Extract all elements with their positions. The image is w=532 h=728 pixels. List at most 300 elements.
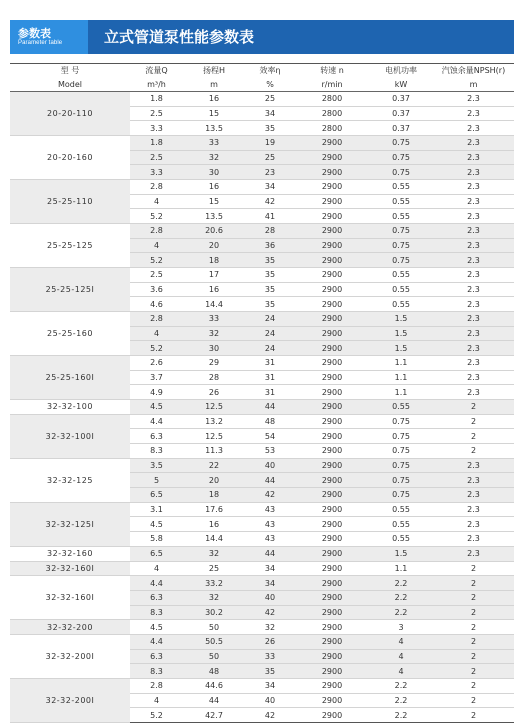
speed-cell: 2900	[295, 356, 369, 371]
head-cell: 18	[183, 488, 245, 503]
speed-cell: 2900	[295, 370, 369, 385]
efficiency-cell: 34	[245, 106, 295, 121]
speed-cell: 2900	[295, 326, 369, 341]
flow-cell: 1.8	[130, 92, 183, 107]
power-cell: 0.55	[369, 194, 433, 209]
col-efficiency-unit: %	[245, 78, 295, 92]
flow-cell: 2.5	[130, 268, 183, 283]
npsh-cell: 2.3	[433, 326, 514, 341]
npsh-cell: 2.3	[433, 502, 514, 517]
speed-cell: 2900	[295, 400, 369, 415]
npsh-cell: 2.3	[433, 224, 514, 239]
efficiency-cell: 44	[245, 400, 295, 415]
efficiency-cell: 35	[245, 664, 295, 679]
head-cell: 15	[183, 106, 245, 121]
flow-cell: 4.6	[130, 297, 183, 312]
flow-cell: 2.8	[130, 678, 183, 693]
model-cell: 25-25-160	[10, 312, 130, 356]
flow-cell: 3.6	[130, 282, 183, 297]
head-cell: 32	[183, 150, 245, 165]
model-cell: 32-32-160I	[10, 576, 130, 620]
power-cell: 2.2	[369, 576, 433, 591]
head-cell: 20	[183, 473, 245, 488]
head-cell: 15	[183, 194, 245, 209]
flow-cell: 8.3	[130, 664, 183, 679]
head-cell: 20.6	[183, 224, 245, 239]
head-cell: 14.4	[183, 297, 245, 312]
head-cell: 13.5	[183, 209, 245, 224]
head-cell: 30.2	[183, 605, 245, 620]
efficiency-cell: 35	[245, 282, 295, 297]
flow-cell: 4	[130, 326, 183, 341]
flow-cell: 3.5	[130, 458, 183, 473]
flow-cell: 5.2	[130, 209, 183, 224]
power-cell: 0.75	[369, 488, 433, 503]
head-cell: 44	[183, 693, 245, 708]
flow-cell: 4	[130, 194, 183, 209]
power-cell: 0.75	[369, 165, 433, 180]
power-cell: 2.2	[369, 590, 433, 605]
npsh-cell: 2	[433, 590, 514, 605]
head-cell: 13.2	[183, 414, 245, 429]
npsh-cell: 2.3	[433, 458, 514, 473]
flow-cell: 1.8	[130, 136, 183, 151]
speed-cell: 2900	[295, 693, 369, 708]
head-cell: 33	[183, 136, 245, 151]
efficiency-cell: 28	[245, 224, 295, 239]
head-cell: 32	[183, 546, 245, 561]
power-cell: 0.75	[369, 136, 433, 151]
power-cell: 0.55	[369, 268, 433, 283]
col-power-cn: 电机功率	[369, 64, 433, 78]
npsh-cell: 2	[433, 429, 514, 444]
flow-cell: 3.1	[130, 502, 183, 517]
table-row	[10, 414, 514, 429]
power-cell: 4	[369, 664, 433, 679]
efficiency-cell: 36	[245, 238, 295, 253]
power-cell: 0.37	[369, 92, 433, 107]
table-row	[10, 400, 514, 415]
power-cell: 2.2	[369, 605, 433, 620]
power-cell: 0.55	[369, 517, 433, 532]
speed-cell: 2900	[295, 502, 369, 517]
speed-cell: 2900	[295, 458, 369, 473]
model-cell: 25-25-160I	[10, 356, 130, 400]
head-cell: 18	[183, 253, 245, 268]
npsh-cell: 2	[433, 664, 514, 679]
flow-cell: 5.2	[130, 708, 183, 723]
npsh-cell: 2	[433, 561, 514, 576]
power-cell: 0.75	[369, 473, 433, 488]
speed-cell: 2900	[295, 136, 369, 151]
efficiency-cell: 24	[245, 341, 295, 356]
npsh-cell: 2.3	[433, 253, 514, 268]
col-speed-cn: 转速 n	[295, 64, 369, 78]
performance-table	[10, 63, 514, 723]
model-cell: 32-32-200I	[10, 678, 130, 722]
head-cell: 16	[183, 92, 245, 107]
speed-cell: 2900	[295, 517, 369, 532]
efficiency-cell: 33	[245, 649, 295, 664]
efficiency-cell: 48	[245, 414, 295, 429]
col-speed-unit: r/min	[295, 78, 369, 92]
head-cell: 30	[183, 341, 245, 356]
table-row	[10, 561, 514, 576]
efficiency-cell: 44	[245, 546, 295, 561]
speed-cell: 2900	[295, 678, 369, 693]
speed-cell: 2900	[295, 238, 369, 253]
col-efficiency-cn: 效率η	[245, 64, 295, 78]
power-cell: 0.75	[369, 414, 433, 429]
flow-cell: 2.5	[130, 106, 183, 121]
power-cell: 1.1	[369, 356, 433, 371]
head-cell: 26	[183, 385, 245, 400]
power-cell: 0.75	[369, 224, 433, 239]
head-cell: 25	[183, 561, 245, 576]
speed-cell: 2900	[295, 649, 369, 664]
power-cell: 1.5	[369, 341, 433, 356]
model-cell: 25-25-110	[10, 180, 130, 224]
efficiency-cell: 25	[245, 92, 295, 107]
speed-cell: 2900	[295, 546, 369, 561]
power-cell: 0.55	[369, 297, 433, 312]
head-cell: 16	[183, 517, 245, 532]
power-cell: 2.2	[369, 708, 433, 723]
npsh-cell: 2	[433, 634, 514, 649]
head-cell: 11.3	[183, 444, 245, 459]
npsh-cell: 2.3	[433, 356, 514, 371]
speed-cell: 2900	[295, 253, 369, 268]
npsh-cell: 2.3	[433, 194, 514, 209]
head-cell: 29	[183, 356, 245, 371]
speed-cell: 2900	[295, 150, 369, 165]
speed-cell: 2900	[295, 664, 369, 679]
efficiency-cell: 35	[245, 268, 295, 283]
efficiency-cell: 34	[245, 576, 295, 591]
flow-cell: 6.5	[130, 546, 183, 561]
npsh-cell: 2.3	[433, 136, 514, 151]
head-cell: 42.7	[183, 708, 245, 723]
npsh-cell: 2	[433, 414, 514, 429]
speed-cell: 2900	[295, 224, 369, 239]
power-cell: 0.55	[369, 400, 433, 415]
flow-cell: 6.3	[130, 429, 183, 444]
speed-cell: 2900	[295, 341, 369, 356]
npsh-cell: 2.3	[433, 370, 514, 385]
speed-cell: 2900	[295, 282, 369, 297]
efficiency-cell: 32	[245, 620, 295, 635]
model-cell: 32-32-160	[10, 546, 130, 561]
flow-cell: 2.8	[130, 312, 183, 327]
power-cell: 0.55	[369, 209, 433, 224]
speed-cell: 2800	[295, 92, 369, 107]
npsh-cell: 2	[433, 708, 514, 723]
speed-cell: 2900	[295, 268, 369, 283]
badge-subtitle: Parameter table	[18, 40, 63, 46]
speed-cell: 2900	[295, 576, 369, 591]
speed-cell: 2900	[295, 194, 369, 209]
table-header	[10, 64, 514, 92]
power-cell: 1.5	[369, 326, 433, 341]
power-cell: 0.55	[369, 502, 433, 517]
head-cell: 50	[183, 620, 245, 635]
efficiency-cell: 54	[245, 429, 295, 444]
speed-cell: 2900	[295, 385, 369, 400]
speed-cell: 2900	[295, 414, 369, 429]
head-cell: 50.5	[183, 634, 245, 649]
efficiency-cell: 53	[245, 444, 295, 459]
npsh-cell: 2.3	[433, 341, 514, 356]
table-row	[10, 180, 514, 195]
model-cell: 32-32-200I	[10, 634, 130, 678]
efficiency-cell: 31	[245, 385, 295, 400]
power-cell: 0.55	[369, 180, 433, 195]
flow-cell: 6.3	[130, 649, 183, 664]
flow-cell: 8.3	[130, 605, 183, 620]
power-cell: 1.1	[369, 561, 433, 576]
flow-cell: 3.3	[130, 165, 183, 180]
flow-cell: 8.3	[130, 444, 183, 459]
col-head-cn: 扬程H	[183, 64, 245, 78]
table-row	[10, 136, 514, 151]
flow-cell: 2.8	[130, 224, 183, 239]
flow-cell: 5.8	[130, 532, 183, 547]
flow-cell: 4.4	[130, 414, 183, 429]
head-cell: 44.6	[183, 678, 245, 693]
power-cell: 0.55	[369, 532, 433, 547]
flow-cell: 4.5	[130, 400, 183, 415]
power-cell: 0.75	[369, 238, 433, 253]
table-row	[10, 268, 514, 283]
power-cell: 1.1	[369, 385, 433, 400]
model-cell: 32-32-160I	[10, 561, 130, 576]
flow-cell: 4.4	[130, 634, 183, 649]
npsh-cell: 2.3	[433, 517, 514, 532]
table-row	[10, 224, 514, 239]
speed-cell: 2800	[295, 121, 369, 136]
power-cell: 4	[369, 649, 433, 664]
speed-cell: 2900	[295, 605, 369, 620]
power-cell: 0.37	[369, 121, 433, 136]
col-power-unit: kW	[369, 78, 433, 92]
efficiency-cell: 34	[245, 678, 295, 693]
head-cell: 17	[183, 268, 245, 283]
table-row	[10, 458, 514, 473]
head-cell: 33	[183, 312, 245, 327]
head-cell: 14.4	[183, 532, 245, 547]
npsh-cell: 2	[433, 678, 514, 693]
power-cell: 2.2	[369, 693, 433, 708]
head-cell: 48	[183, 664, 245, 679]
power-cell: 2.2	[369, 678, 433, 693]
badge-notch	[88, 20, 98, 54]
model-cell: 32-32-100	[10, 400, 130, 415]
speed-cell: 2900	[295, 297, 369, 312]
efficiency-cell: 43	[245, 517, 295, 532]
flow-cell: 4.4	[130, 576, 183, 591]
col-model-cn: 型 号	[10, 64, 130, 78]
flow-cell: 2.8	[130, 180, 183, 195]
npsh-cell: 2.3	[433, 297, 514, 312]
head-cell: 32	[183, 326, 245, 341]
speed-cell: 2900	[295, 165, 369, 180]
speed-cell: 2800	[295, 106, 369, 121]
efficiency-cell: 24	[245, 326, 295, 341]
efficiency-cell: 19	[245, 136, 295, 151]
col-npsh-unit: m	[433, 78, 514, 92]
flow-cell: 4.5	[130, 517, 183, 532]
power-cell: 0.75	[369, 458, 433, 473]
speed-cell: 2900	[295, 473, 369, 488]
npsh-cell: 2	[433, 605, 514, 620]
flow-cell: 2.6	[130, 356, 183, 371]
head-cell: 17.6	[183, 502, 245, 517]
npsh-cell: 2	[433, 649, 514, 664]
efficiency-cell: 31	[245, 356, 295, 371]
col-flow-cn: 流量Q	[130, 64, 183, 78]
head-cell: 12.5	[183, 429, 245, 444]
npsh-cell: 2.3	[433, 106, 514, 121]
parameter-table-badge	[10, 20, 88, 54]
efficiency-cell: 26	[245, 634, 295, 649]
col-model-en: Model	[10, 78, 130, 92]
npsh-cell: 2.3	[433, 312, 514, 327]
npsh-cell: 2.3	[433, 268, 514, 283]
power-cell: 1.5	[369, 312, 433, 327]
power-cell: 0.55	[369, 282, 433, 297]
npsh-cell: 2	[433, 400, 514, 415]
power-cell: 0.75	[369, 150, 433, 165]
efficiency-cell: 34	[245, 561, 295, 576]
npsh-cell: 2.3	[433, 92, 514, 107]
efficiency-cell: 35	[245, 297, 295, 312]
model-cell: 32-32-100I	[10, 414, 130, 458]
model-cell: 32-32-200	[10, 620, 130, 635]
npsh-cell: 2	[433, 620, 514, 635]
npsh-cell: 2	[433, 576, 514, 591]
npsh-cell: 2.3	[433, 546, 514, 561]
efficiency-cell: 40	[245, 590, 295, 605]
col-head-unit: m	[183, 78, 245, 92]
flow-cell: 6.5	[130, 488, 183, 503]
head-cell: 16	[183, 180, 245, 195]
flow-cell: 3.3	[130, 121, 183, 136]
power-cell: 0.75	[369, 429, 433, 444]
efficiency-cell: 42	[245, 488, 295, 503]
head-cell: 12.5	[183, 400, 245, 415]
power-cell: 0.75	[369, 253, 433, 268]
model-cell: 32-32-125	[10, 458, 130, 502]
npsh-cell: 2.3	[433, 532, 514, 547]
efficiency-cell: 43	[245, 532, 295, 547]
model-cell: 32-32-125I	[10, 502, 130, 546]
head-cell: 28	[183, 370, 245, 385]
npsh-cell: 2.3	[433, 209, 514, 224]
head-cell: 33.2	[183, 576, 245, 591]
flow-cell: 6.3	[130, 590, 183, 605]
table-row	[10, 634, 514, 649]
npsh-cell: 2.3	[433, 238, 514, 253]
efficiency-cell: 40	[245, 458, 295, 473]
head-cell: 16	[183, 282, 245, 297]
badge-title: 参数表	[18, 27, 51, 40]
npsh-cell: 2	[433, 693, 514, 708]
efficiency-cell: 34	[245, 180, 295, 195]
header-row-en	[10, 78, 514, 92]
speed-cell: 2900	[295, 488, 369, 503]
npsh-cell: 2.3	[433, 165, 514, 180]
speed-cell: 2900	[295, 634, 369, 649]
npsh-cell: 2.3	[433, 121, 514, 136]
speed-cell: 2900	[295, 180, 369, 195]
table-row	[10, 576, 514, 591]
flow-cell: 4	[130, 693, 183, 708]
npsh-cell: 2	[433, 444, 514, 459]
npsh-cell: 2.3	[433, 488, 514, 503]
table-row	[10, 92, 514, 107]
col-flow-unit: m³/h	[130, 78, 183, 92]
speed-cell: 2900	[295, 444, 369, 459]
efficiency-cell: 44	[245, 473, 295, 488]
efficiency-cell: 42	[245, 194, 295, 209]
table-row	[10, 502, 514, 517]
efficiency-cell: 31	[245, 370, 295, 385]
power-cell: 3	[369, 620, 433, 635]
head-cell: 13.5	[183, 121, 245, 136]
head-cell: 32	[183, 590, 245, 605]
npsh-cell: 2.3	[433, 282, 514, 297]
flow-cell: 4.5	[130, 620, 183, 635]
flow-cell: 3.7	[130, 370, 183, 385]
flow-cell: 5	[130, 473, 183, 488]
speed-cell: 2900	[295, 561, 369, 576]
efficiency-cell: 24	[245, 312, 295, 327]
table-row	[10, 678, 514, 693]
npsh-cell: 2.3	[433, 385, 514, 400]
head-cell: 22	[183, 458, 245, 473]
npsh-cell: 2.3	[433, 473, 514, 488]
col-npsh-cn: 汽蚀余量NPSH(r)	[433, 64, 514, 78]
table-row	[10, 620, 514, 635]
model-cell: 25-25-125I	[10, 268, 130, 312]
efficiency-cell: 42	[245, 708, 295, 723]
flow-cell: 4	[130, 238, 183, 253]
efficiency-cell: 42	[245, 605, 295, 620]
flow-cell: 2.5	[130, 150, 183, 165]
page-title: 立式管道泵性能参数表	[104, 28, 255, 46]
speed-cell: 2900	[295, 209, 369, 224]
power-cell: 4	[369, 634, 433, 649]
head-cell: 50	[183, 649, 245, 664]
flow-cell: 4	[130, 561, 183, 576]
speed-cell: 2900	[295, 312, 369, 327]
speed-cell: 2900	[295, 708, 369, 723]
table-row	[10, 356, 514, 371]
model-cell: 20-20-160	[10, 136, 130, 180]
flow-cell: 4.9	[130, 385, 183, 400]
flow-cell: 5.2	[130, 341, 183, 356]
header-row-cn	[10, 64, 514, 78]
efficiency-cell: 35	[245, 253, 295, 268]
table-row	[10, 312, 514, 327]
efficiency-cell: 35	[245, 121, 295, 136]
efficiency-cell: 41	[245, 209, 295, 224]
efficiency-cell: 25	[245, 150, 295, 165]
speed-cell: 2900	[295, 590, 369, 605]
npsh-cell: 2.3	[433, 150, 514, 165]
power-cell: 1.1	[369, 370, 433, 385]
efficiency-cell: 40	[245, 693, 295, 708]
